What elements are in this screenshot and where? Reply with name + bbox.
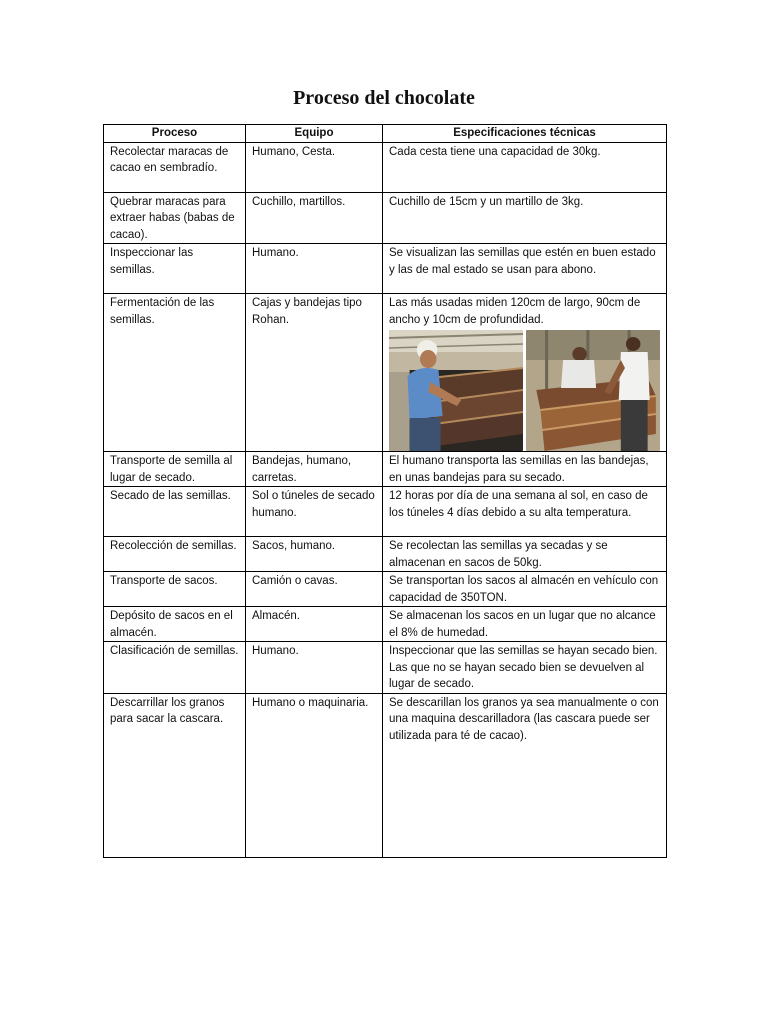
cell-especificaciones: 12 horas por día de una semana al sol, en caso de los túneles 4 días debido a su alta temperatura. — [383, 487, 667, 537]
cell-especificaciones — [383, 294, 667, 452]
cell-equipo: Sol o túneles de secado humano. — [246, 487, 383, 537]
cell-especificaciones: Inspeccionar que las semillas se hayan secado bien. Las que no se hayan secado bien se devuelven al lugar de secado. — [383, 642, 667, 694]
cell-equipo: Bandejas, humano, carretas. — [246, 452, 383, 487]
cell-proceso: Secado de las semillas. — [104, 487, 246, 537]
table-row — [104, 537, 667, 572]
cell-equipo: Camión o cavas. — [246, 572, 383, 607]
table-row — [104, 142, 667, 192]
cell-especificaciones: El humano transporta las semillas en las bandejas, en unas bandejas para su secado. — [383, 452, 667, 487]
header-especificaciones: Especificaciones técnicas — [383, 125, 667, 143]
cell-proceso: Fermentación de las semillas. — [104, 294, 246, 452]
cell-equipo: Humano. — [246, 642, 383, 694]
cell-especificaciones: Cuchillo de 15cm y un martillo de 3kg. — [383, 192, 667, 244]
cell-proceso: Recolectar maracas de cacao en sembradío. — [104, 142, 246, 192]
header-proceso: Proceso — [104, 125, 246, 143]
cell-proceso: Descarrillar los granos para sacar la cascara. — [104, 693, 246, 857]
table-row — [104, 192, 667, 244]
cell-proceso: Inspeccionar las semillas. — [104, 244, 246, 294]
cell-equipo: Humano. — [246, 244, 383, 294]
table-row — [104, 693, 667, 857]
cell-proceso: Clasificación de semillas. — [104, 642, 246, 694]
cell-equipo: Cajas y bandejas tipo Rohan. — [246, 294, 383, 452]
table-row — [104, 294, 667, 452]
table-row — [104, 607, 667, 642]
cell-proceso: Transporte de sacos. — [104, 572, 246, 607]
cell-especificaciones: Cada cesta tiene una capacidad de 30kg. — [383, 142, 667, 192]
workers-fermentation-boxes-photo — [526, 330, 660, 451]
process-table — [103, 124, 667, 858]
cell-equipo: Sacos, humano. — [246, 537, 383, 572]
cell-equipo: Cuchillo, martillos. — [246, 192, 383, 244]
cell-proceso: Transporte de semilla al lugar de secado. — [104, 452, 246, 487]
table-row — [104, 244, 667, 294]
table-row — [104, 487, 667, 537]
page-title: Proceso del chocolate — [293, 87, 475, 109]
table-row — [104, 642, 667, 694]
cell-especificaciones: Se descarillan los granos ya sea manualmente o con una maquina descarilladora (las cascara puede ser utilizada para té de cacao). — [383, 693, 667, 857]
cell-proceso: Quebrar maracas para extraer habas (babas de cacao). — [104, 192, 246, 244]
table-row — [104, 572, 667, 607]
worker-stirring-cacao-photo — [389, 330, 523, 451]
fermentation-photos — [389, 330, 660, 451]
cell-especificaciones-text: Las más usadas miden 120cm de largo, 90cm de ancho y 10cm de profundidad. — [389, 297, 641, 326]
cell-equipo: Almacén. — [246, 607, 383, 642]
table-header-row — [104, 125, 667, 143]
table-row — [104, 452, 667, 487]
cell-especificaciones: Se almacenan los sacos en un lugar que no alcance el 8% de humedad. — [383, 607, 667, 642]
cell-proceso: Recolección de semillas. — [104, 537, 246, 572]
cell-especificaciones: Se visualizan las semillas que estén en buen estado y las de mal estado se usan para abono. — [383, 244, 667, 294]
cell-equipo: Humano, Cesta. — [246, 142, 383, 192]
cell-especificaciones: Se transportan los sacos al almacén en vehículo con capacidad de 350TON. — [383, 572, 667, 607]
cell-proceso: Depósito de sacos en el almacén. — [104, 607, 246, 642]
cell-equipo: Humano o maquinaria. — [246, 693, 383, 857]
cell-especificaciones: Se recolectan las semillas ya secadas y se almacenan en sacos de 50kg. — [383, 537, 667, 572]
header-equipo: Equipo — [246, 125, 383, 143]
